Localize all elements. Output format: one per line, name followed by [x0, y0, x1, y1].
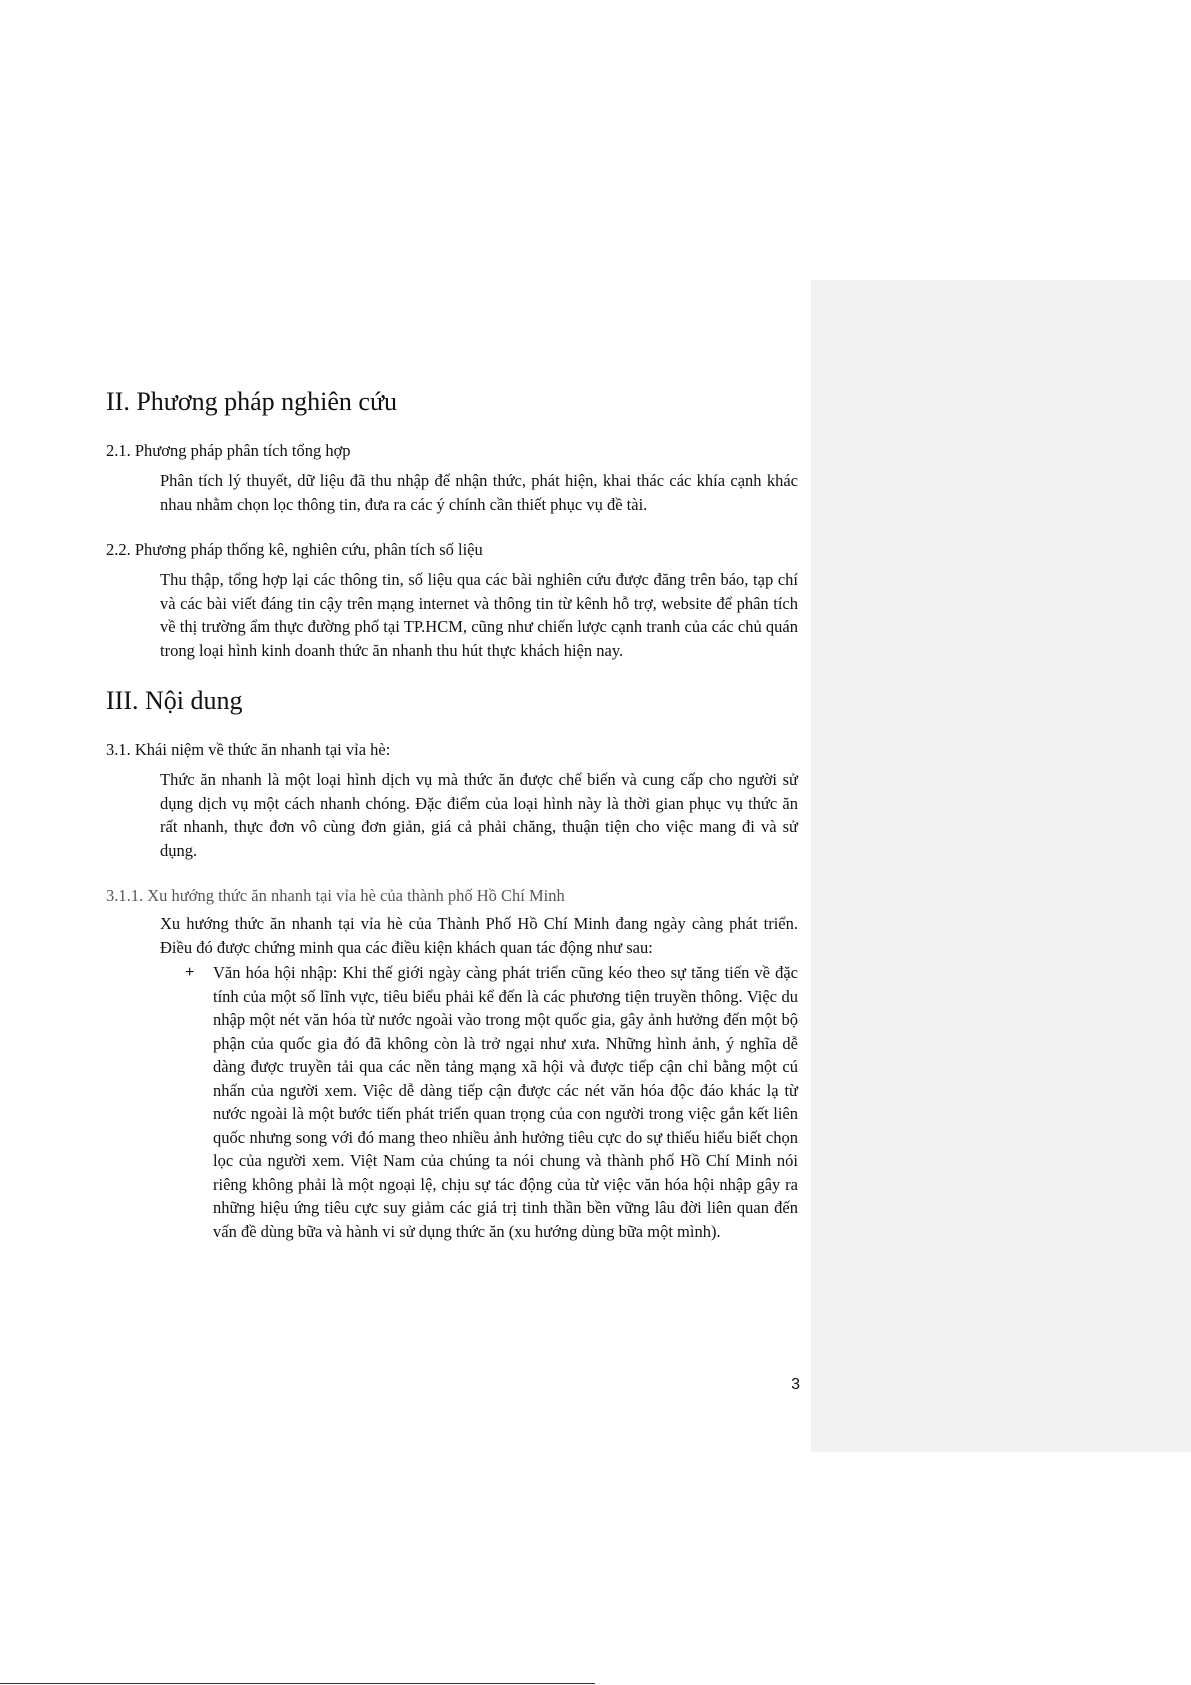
section-2-1-heading: 2.1. Phương pháp phân tích tổng hợp: [106, 441, 351, 460]
section-2-1-text: Phân tích lý thuyết, dữ liệu đã thu nhập để nhận thức, phát hiện, khai thác các khía cạnh khác nhau nhằm chọn lọc thông tin, đưa ra các ý chính cần thiết phục vụ đề tài.: [160, 471, 798, 514]
bullet-text: Văn hóa hội nhập: Khi thế giới ngày càng phát triển cũng kéo theo sự tăng tiến về đặc tính của một số lĩnh vực, tiêu biểu phải kể đến là các phương tiện truyền thông. Việc du nhập một nét văn hóa từ nước ngoài vào trong một quốc gia, gây ảnh hưởng đến một bộ phận của quốc gia đó đã không còn là trở ngại như xưa. Những hình ảnh, ý nghĩa dễ dàng được truyền tải qua các nền tảng mạng xã hội và được tiếp cận chỉ bằng một cú nhấn của người xem. Việc dễ dàng tiếp cận được các nét văn hóa độc đáo khác lạ từ nước ngoài là một bước tiến phát triển quan trọng của con người trong việc gắn kết liên quốc nhưng song với đó mang theo nhiều ảnh hưởng tiêu cực do sự thiếu hiểu biết chọn lọc của người xem. Việt Nam của chúng ta nói chung và thành phố Hồ Chí Minh nói riêng không phải là một ngoại lệ, chịu sự tác động của từ việc văn hóa hội nhập gây ra những hiệu ứng tiêu cực suy giảm các giá trị tinh thần bền vững lâu đời liên quan đến vấn đề dùng bữa và hành vi sử dụng thức ăn (xu hướng dùng bữa một mình).: [213, 963, 798, 1241]
section-2-title: II. Phương pháp nghiên cứu: [106, 387, 398, 416]
bullet-plus-icon: +: [185, 964, 195, 981]
section-3-1-1-text: Xu hướng thức ăn nhanh tại vỉa hè của Thành Phố Hồ Chí Minh đang ngày càng phát triển. Điều đó được chứng minh qua các điều kiện khách quan tác động như sau:: [160, 914, 798, 957]
section-3-1-1-heading: 3.1.1. Xu hướng thức ăn nhanh tại vỉa hè của thành phố Hồ Chí Minh: [106, 886, 565, 905]
section-2-2-text: Thu thập, tổng hợp lại các thông tin, số liệu qua các bài nghiên cứu được đăng trên báo, tạp chí và các bài viết đáng tin cậy trên mạng internet và thông tin từ kênh hỗ trợ, website để phân tích về thị trường ẩm thực đường phố tại TP.HCM, cũng như chiến lược cạnh tranh của các chủ quán trong loại hình kinh doanh thức ăn nhanh thu hút thực khách hiện nay.: [160, 570, 798, 660]
comment-pane: [811, 280, 1191, 1452]
section-3-1-text: Thức ăn nhanh là một loại hình dịch vụ mà thức ăn được chế biến và cung cấp cho người sử dụng dịch vụ một cách nhanh chóng. Đặc điểm của loại hình này là thời gian phục vụ thức ăn rất nhanh, thực đơn vô cùng đơn giản, giá cả phải chăng, thuận tiện cho việc mang đi và sử dụng.: [160, 770, 798, 860]
footnote-divider: [0, 1683, 595, 1684]
page-number: 3: [791, 1376, 800, 1393]
section-3-title: III. Nội dung: [106, 686, 243, 715]
section-2-2-heading: 2.2. Phương pháp thống kê, nghiên cứu, phân tích số liệu: [106, 540, 483, 559]
bullet-item: [185, 961, 798, 1243]
document-body: [106, 385, 798, 1243]
section-3-1-heading: 3.1. Khái niệm về thức ăn nhanh tại vỉa hè:: [106, 740, 391, 759]
